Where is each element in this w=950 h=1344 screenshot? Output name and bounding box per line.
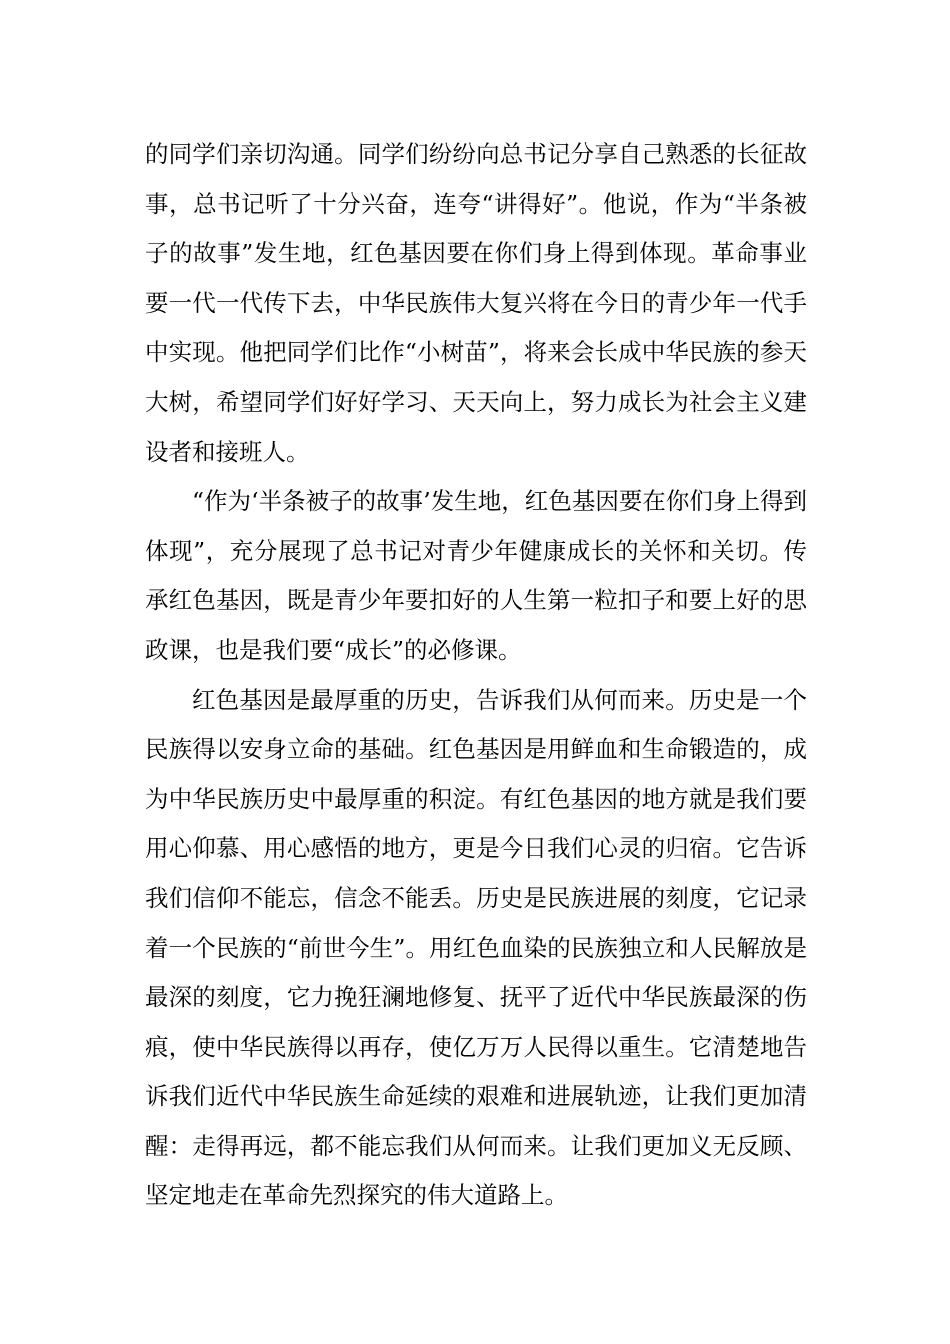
paragraph-2: “作为‘半条被子的故事’发生地，红色基因要在你们身上得到体现”，充分展现了总书记对青少年健康成长的关怀和关切。传承红色基因，既是青少年要扣好的人生第一粒扣子和要上好的思政课，也是我们要“成长”的必修课。 (145, 487, 807, 664)
paragraph-3: 红色基因是最厚重的历史，告诉我们从何而来。历史是一个民族得以安身立命的基础。红色基因是用鲜血和生命锻造的，成为中华民族历史中最厚重的积淀。有红色基因的地方就是我们要用心仰慕、用心感悟的地方，更是今日我们心灵的归宿。它告诉我们信仰不能忘，信念不能丢。历史是民族进展的刻度，它记录着一个民族的“前世今生”。用红色血染的民族独立和人民解放是最深的刻度，它力挽狂澜地修复、抚平了近代中华民族最深的伤痕，使中华民族得以再存，使亿万万人民得以重生。它清楚地告诉我们近代中华民族生命延续的艰难和进展轨迹，让我们更加清醒：走得再远，都不能忘我们从何而来。让我们更加义无反顾、坚定地走在革命先烈探究的伟大道路上。 (145, 685, 807, 1210)
document-body (145, 130, 807, 1221)
paragraph-1: 的同学们亲切沟通。同学们纷纷向总书记分享自己熟悉的长征故事，总书记听了十分兴奋，连夸“讲得好”。他说，作为“半条被子的故事”发生地，红色基因要在你们身上得到体现。革命事业要一代一代传下去，中华民族伟大复兴将在今日的青少年一代手中实现。他把同学们比作“小树苗”，将来会长成中华民族的参天大树，希望同学们好好学习、天天向上，努力成长为社会主义建设者和接班人。 (145, 140, 807, 466)
